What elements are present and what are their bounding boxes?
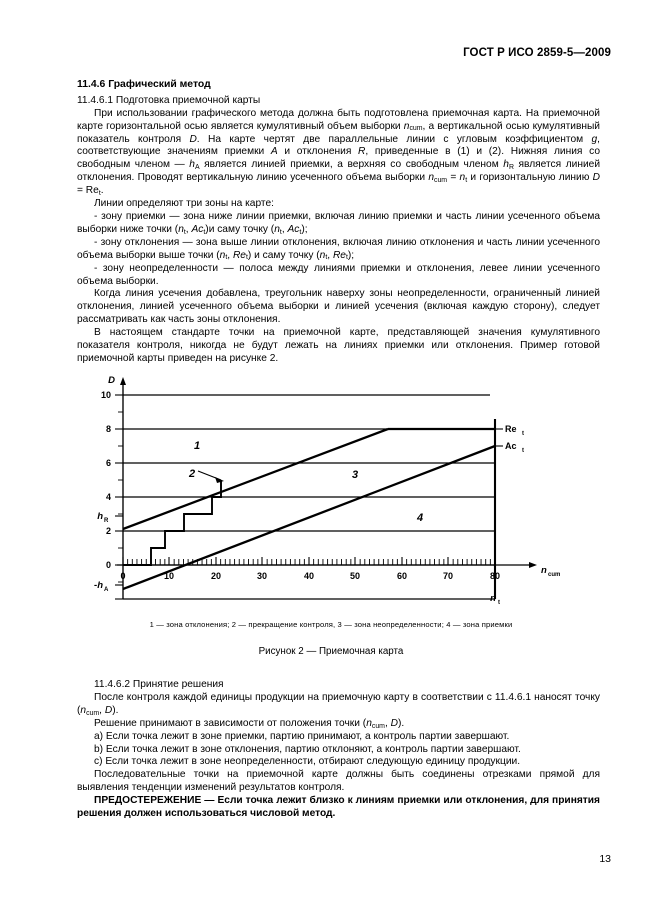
xtick-10: 10 xyxy=(163,571,175,581)
p4-e: ); xyxy=(347,249,355,261)
var-D3: D xyxy=(104,704,113,716)
xtick-40: 40 xyxy=(303,571,315,581)
p1-c: . На карте чертят две параллельные линии с угловым коэффициентом xyxy=(196,133,592,145)
leader-line-2 xyxy=(198,471,224,483)
ytick-4: 4 xyxy=(105,492,111,502)
subsection-heading-2: 11.4.6.2 Принятие решения xyxy=(94,679,224,690)
section-heading: 11.4.6 Графический метод xyxy=(77,79,211,90)
p8-a: После контроля каждой единицы продукции на приемочную карту в соответствии с 11.4.6.1 наносят точку ( xyxy=(77,691,600,716)
p1-j: и горизонтальную линию xyxy=(467,172,593,184)
var-hR: h xyxy=(503,159,509,171)
sub-n3t: t xyxy=(225,254,228,262)
right-label-Ret-base: Re xyxy=(505,424,517,434)
p1-e: и отклонения xyxy=(277,146,359,158)
var-D4: D xyxy=(390,717,398,729)
xtick-0: 0 xyxy=(120,571,126,581)
p3-e: ); xyxy=(301,223,308,235)
zone-label-3: 3 xyxy=(351,469,359,481)
sub-n2t: t xyxy=(279,228,282,236)
p4-c: ) и саму точку ( xyxy=(247,249,320,261)
chart-svg xyxy=(85,373,577,613)
paragraph-11: b) Если точка лежит в зоне отклонения, партию отклоняют, а контроль партии завершают. xyxy=(94,743,521,755)
right-label-Act-sub: t xyxy=(522,448,524,454)
p1-l: . xyxy=(100,185,104,197)
xtick-50: 50 xyxy=(349,571,361,581)
paragraph-8 xyxy=(77,692,600,718)
label-hA-sub: A xyxy=(104,587,109,593)
sub-Re2t: t xyxy=(345,254,348,262)
var-D2: D xyxy=(592,172,600,184)
sub-t: t xyxy=(465,177,468,185)
figure-caption: Рисунок 2 — Приемочная карта xyxy=(258,646,404,657)
var-Re2: Re xyxy=(332,249,346,261)
y-axis-title: D xyxy=(108,375,115,386)
var-g: g xyxy=(591,133,598,145)
right-label-Ret-sub: t xyxy=(522,431,524,437)
p1-b: , а вертикальной осью кумулятивный показатель контроля xyxy=(77,120,601,145)
sub-cum2: cum xyxy=(434,177,448,185)
sub-Ac2t: t xyxy=(299,228,302,236)
p9-b: , xyxy=(384,717,391,729)
var-ncum3: n xyxy=(80,704,87,716)
p4-d: , xyxy=(327,249,333,261)
label-hA-base: -h xyxy=(94,580,103,591)
sub-n4t: t xyxy=(325,254,328,262)
right-label-Act xyxy=(495,441,524,454)
var-R: R xyxy=(358,146,366,158)
p1-i: = xyxy=(447,172,460,184)
paragraph-6: Когда линия усечения добавлена, треугольник наверху зоны неопределенности, ограниченный линией отклонения, линией усеченного объема выборки и линией усечения (включая каждую сторону), следует рассматривать как часть зоны отклонения. xyxy=(77,288,600,326)
x-axis-title-sub: cum xyxy=(548,572,561,578)
var-n4: n xyxy=(319,249,326,261)
x-axis-title xyxy=(541,565,560,578)
paragraph-9 xyxy=(77,718,600,731)
zone-label-2: 2 xyxy=(188,468,196,480)
label-hR xyxy=(97,511,123,524)
var-ncum4: n xyxy=(366,717,372,729)
page-number: 13 xyxy=(599,853,611,865)
rejection-line xyxy=(123,429,388,529)
var-Ac1: Ac xyxy=(191,223,204,235)
p1-h: является линией отклонения. Проводят вертикальную линию усеченного объема выборки xyxy=(77,159,601,184)
y-axis-major-ticks xyxy=(115,395,126,599)
p3-a: - зону приемки — зона ниже линии приемки, включая линию приемки и часть линии усеченного объема выборки ниже точки ( xyxy=(77,210,600,235)
label-nt-sub: t xyxy=(498,600,500,606)
figure-2 xyxy=(85,373,577,663)
p1-k: = Re xyxy=(77,185,99,197)
right-label-Act-base: Ac xyxy=(505,441,517,451)
var-D: D xyxy=(189,133,197,145)
p1-f: , приведенные в (1) и (2). Нижняя линия со свободным членом — xyxy=(77,146,600,171)
var-n2: n xyxy=(274,223,280,235)
xtick-30: 30 xyxy=(256,571,268,581)
xtick-70: 70 xyxy=(442,571,454,581)
var-Ac2: Ac xyxy=(287,223,300,235)
var-hA: h xyxy=(189,159,195,171)
p4-b: , xyxy=(227,249,233,261)
sub-Re1t: t xyxy=(245,254,248,262)
body-text-top xyxy=(77,78,600,366)
label-hR-base: h xyxy=(97,511,103,522)
subsection-heading-1: 11.4.6.1 Подготовка приемочной карты xyxy=(77,94,261,106)
p1-d: , соответствующие значениям приемки xyxy=(77,133,600,158)
paragraph-4 xyxy=(77,237,600,263)
label-nt-base: n xyxy=(490,593,496,604)
zone-label-4: 4 xyxy=(416,512,424,524)
right-label-Ret xyxy=(495,424,524,437)
var-ncum2: n xyxy=(428,172,434,184)
ytick-0: 0 xyxy=(105,560,111,570)
zone-label-1: 1 xyxy=(193,440,201,452)
ytick-8: 8 xyxy=(105,424,111,434)
paragraph-10: a) Если точка лежит в зоне приемки, партию принимают, а контроль партии завершают. xyxy=(94,730,510,742)
p9-a: Решение принимают в зависимости от положения точки ( xyxy=(94,717,367,729)
sub-cum: cum xyxy=(409,125,423,133)
y-tick-labels xyxy=(101,390,111,570)
paragraph-3 xyxy=(77,211,600,237)
p4-a: - зону отклонения — зона выше линии отклонения, включая линию отклонения и часть линии усеченного объема выборки выше точки ( xyxy=(77,236,600,261)
label-hR-sub: R xyxy=(104,518,109,524)
p8-b: , xyxy=(99,704,105,716)
xtick-20: 20 xyxy=(210,571,222,581)
xtick-80: 80 xyxy=(489,571,501,581)
acceptance-chart xyxy=(85,373,577,613)
sub-Ac1t: t xyxy=(203,228,206,236)
var-A: A xyxy=(270,146,278,158)
paragraph-13: Последовательные точки на приемочной карте должны быть соединены отрезками прямой для выявления тенденции изменений результатов контроля. xyxy=(77,769,600,794)
p8-c: ). xyxy=(112,704,119,716)
var-n3: n xyxy=(219,249,226,261)
paragraph-1 xyxy=(77,108,600,198)
sub-cum3: cum xyxy=(86,709,100,717)
var-Re1: Re xyxy=(232,249,246,261)
p3-c: )и саму точку ( xyxy=(205,223,275,235)
p1-a: При использовании графического метода должна быть подготовлена приемочная карта. На приемочной карте горизонтальной осью является кумулятивный объем выборки xyxy=(77,107,600,132)
sub-A: A xyxy=(194,164,200,172)
ytick-10: 10 xyxy=(100,390,111,400)
ytick-2: 2 xyxy=(105,526,111,536)
body-text-bottom xyxy=(77,679,600,821)
paragraph-5: - зону неопределенности — полоса между линиями приемки и отклонения, левее линии усеченного объема выборки. xyxy=(77,262,600,287)
x-axis-title-base: n xyxy=(541,565,547,576)
xtick-60: 60 xyxy=(396,571,408,581)
x-tick-labels xyxy=(120,571,500,581)
p1-g2: является линией приемки, а верхняя со свободным членом xyxy=(199,159,504,171)
figure-legend: 1 — зона отклонения; 2 — прекращение контроля, 3 — зона неопределенности; 4 — зона приемки xyxy=(149,620,513,629)
p3-b: , xyxy=(185,223,192,235)
paragraph-warning: ПРЕДОСТЕРЕЖЕНИЕ — Если точка лежит близко к линиям приемки или отклонения, для принятия решения должен использоваться числовой метод. xyxy=(77,795,600,820)
ytick-6: 6 xyxy=(105,458,111,468)
var-n1: n xyxy=(178,223,184,235)
p3-d: , xyxy=(281,223,288,235)
sub-R: R xyxy=(508,164,514,172)
page-header: ГОСТ Р ИСО 2859-5—2009 xyxy=(463,47,611,59)
var-ncum: n xyxy=(403,120,410,132)
var-nt: n xyxy=(459,172,466,184)
sub-cum4: cum xyxy=(371,722,385,730)
sub-n1t: t xyxy=(183,228,186,236)
paragraph-7: В настоящем стандарте точки на приемочной карте, представляющей значения кумулятивного показателя контроля, никогда не будут лежать на линиях приемки или отклонения. Пример готовой приемочной карты приведен на рисунке 2. xyxy=(77,327,600,364)
acceptance-line xyxy=(123,446,495,589)
paragraph-12: c) Если точка лежит в зоне неопределенности, отбирают следующую единицу продукции. xyxy=(94,756,521,768)
paragraph-2: Линии определяют три зоны на карте: xyxy=(94,198,274,210)
p9-c: ). xyxy=(397,717,405,729)
sub-Ret: t xyxy=(98,189,101,197)
